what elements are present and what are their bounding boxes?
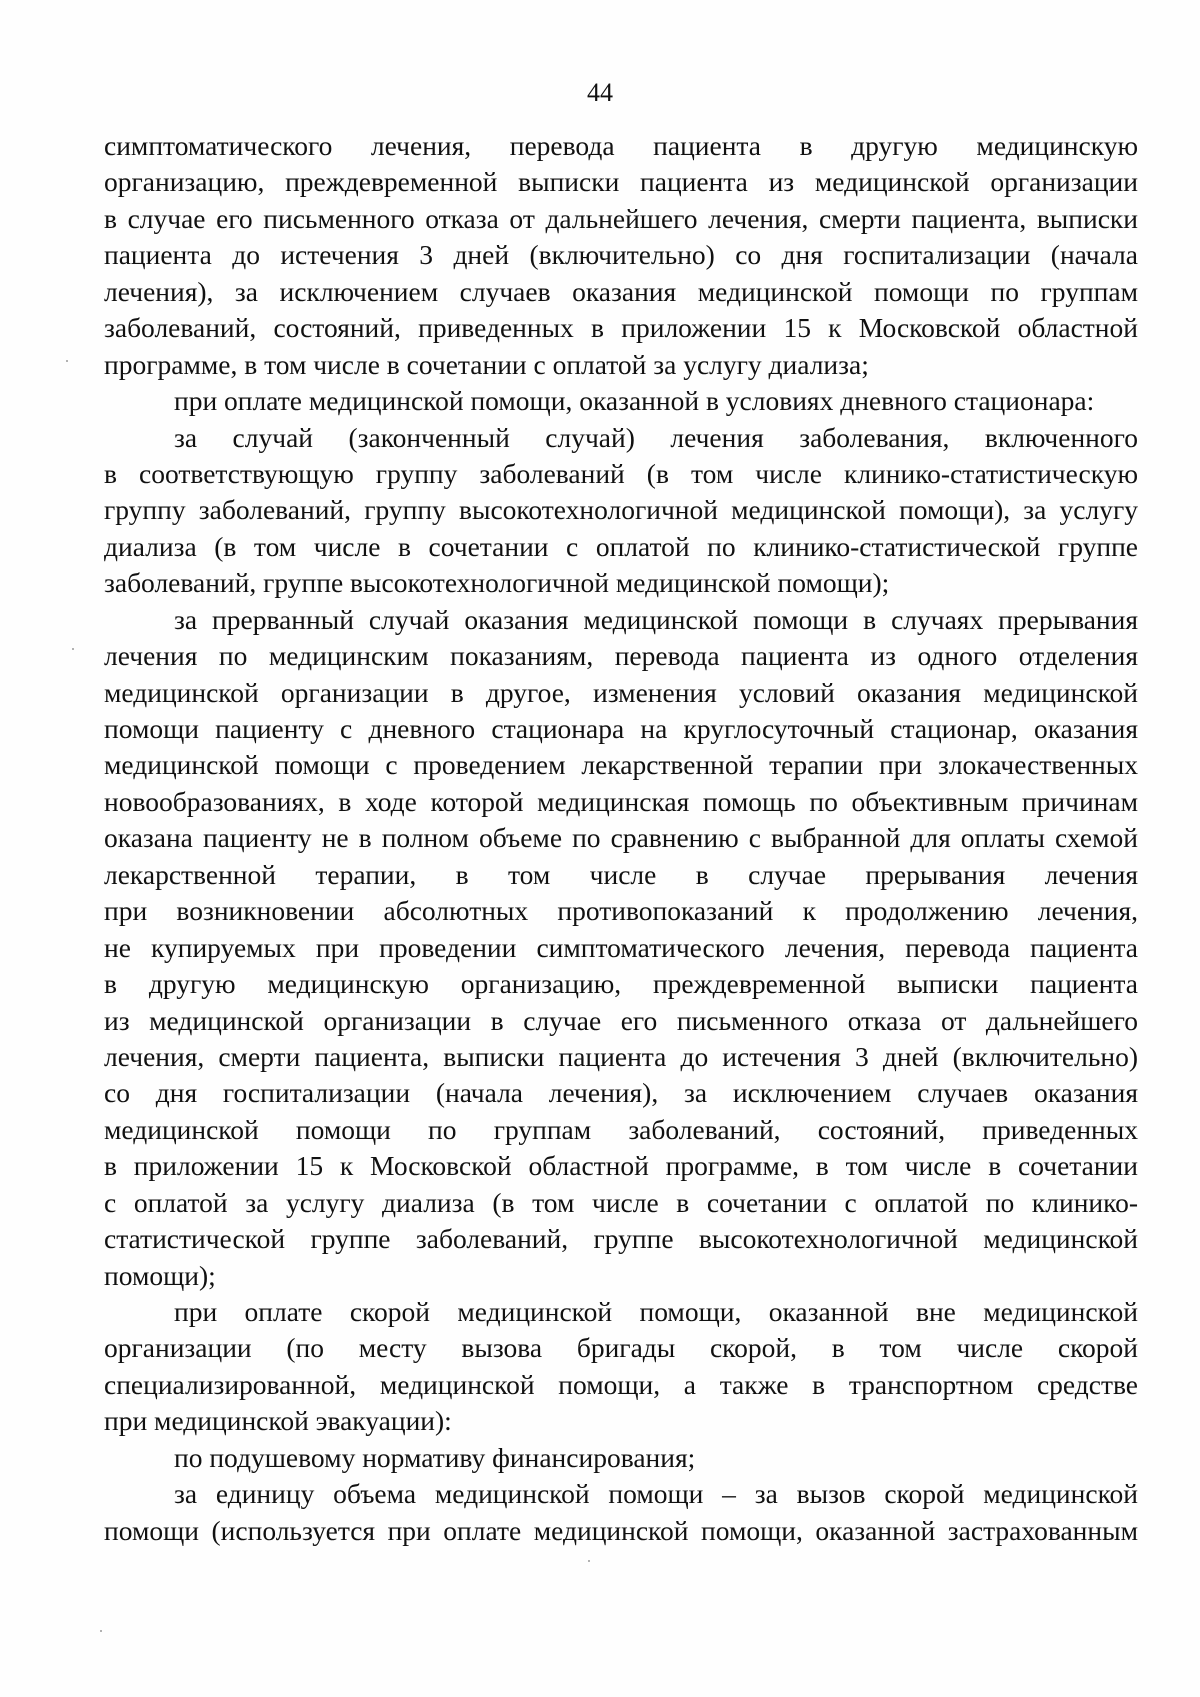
text-line: в приложении 15 к Московской областной программе, в том числе в сочетании [104, 1150, 1138, 1182]
text-line: помощи (используется при оплате медицинской помощи, оказанной застрахованным [104, 1514, 1138, 1546]
text-line: при оплате медицинской помощи, оказанной в условиях дневного стационара: [174, 385, 1095, 417]
text-line: диализа (в том числе в сочетании с оплатой по клинико-статистической группе [104, 530, 1138, 562]
text-line: в случае его письменного отказа от дальнейшего лечения, смерти пациента, выписки [104, 202, 1138, 234]
scan-speck [66, 360, 68, 362]
text-line: специализированной, медицинской помощи, а также в транспортном средстве [104, 1368, 1138, 1400]
text-line: заболеваний, состояний, приведенных в приложении 15 к Московской областной [104, 312, 1138, 344]
scan-speck [72, 648, 74, 650]
paragraph-continuation [104, 128, 1138, 383]
text-line: при медицинской эвакуации): [104, 1405, 452, 1437]
paragraph-per-capita [104, 1440, 1138, 1476]
text-line: при возникновении абсолютных противопоказаний к продолжению лечения, [104, 895, 1138, 927]
text-line: помощи пациенту с дневного стационара на круглосуточный стационар, оказания [104, 713, 1138, 744]
text-line: в соответствующую группу заболеваний (в том числе клинико-статистическую [104, 457, 1138, 489]
text-line: за случай (законченный случай) лечения заболевания, включенного [174, 421, 1138, 453]
text-line: медицинской организации в другое, изменения условий оказания медицинской [104, 676, 1138, 708]
scan-speck [588, 1560, 590, 1562]
text-line: по подушевому нормативу финансирования; [174, 1441, 696, 1473]
text-line: не купируемых при проведении симптоматического лечения, перевода пациента [104, 931, 1138, 963]
text-line: организацию, преждевременной выписки пациента из медицинской организации [104, 166, 1138, 198]
page-number: 44 [587, 78, 613, 107]
text-line: заболеваний, группе высокотехнологичной медицинской помощи); [104, 567, 890, 599]
text-line: пациента до истечения 3 дней (включительно) со дня госпитализации (начала [104, 239, 1138, 271]
text-line: медицинской помощи по группам заболеваний, состояний, приведенных [104, 1113, 1138, 1145]
paragraph-interrupted-case [104, 602, 1138, 1294]
text-line: лекарственной терапии, в том числе в случае прерывания лечения [104, 858, 1138, 890]
text-line: лечения по медицинским показаниям, перевода пациента из одного отделения [104, 640, 1138, 672]
text-line: за прерванный случай оказания медицинской помощи в случаях прерывания [174, 603, 1138, 635]
text-line: из медицинской организации в случае его письменного отказа от дальнейшего [104, 1004, 1138, 1036]
text-line: программе, в том числе в сочетании с оплатой за услугу диализа; [104, 348, 869, 380]
text-line: при оплате скорой медицинской помощи, оказанной вне медицинской [174, 1296, 1138, 1327]
text-line: в другую медицинскую организацию, преждевременной выписки пациента [104, 968, 1138, 1000]
text-line: симптоматического лечения, перевода пациента в другую медицинскую [104, 130, 1138, 161]
text-line: за единицу объема медицинской помощи – за вызов скорой медицинской [174, 1478, 1138, 1510]
text-line: новообразованиях, в ходе которой медицинская помощь по объективным причинам [104, 785, 1138, 817]
text-line: лечения), за исключением случаев оказания медицинской помощи по группам [104, 275, 1138, 307]
text-line: оказана пациенту не в полном объеме по сравнению с выбранной для оплаты схемой [104, 822, 1138, 854]
text-line: медицинской помощи с проведением лекарственной терапии при злокачественных [104, 749, 1138, 781]
scan-speck [100, 1630, 102, 1632]
document-body [104, 128, 1138, 1549]
text-line: со дня госпитализации (начала лечения), за исключением случаев оказания [104, 1077, 1138, 1109]
text-line: лечения, смерти пациента, выписки пациента до истечения 3 дней (включительно) [104, 1040, 1138, 1072]
paragraph-per-call [104, 1476, 1138, 1549]
paragraph-day-hospital-heading [104, 383, 1138, 419]
text-line: статистической группе заболеваний, группе высокотехнологичной медицинской [104, 1223, 1138, 1255]
paragraph-emergency-care [104, 1294, 1138, 1440]
text-line: помощи); [104, 1259, 216, 1291]
text-line: организации (по месту вызова бригады скорой, в том числе скорой [104, 1332, 1138, 1364]
text-line: группу заболеваний, группу высокотехнологичной медицинской помощи), за услугу [104, 494, 1138, 526]
paragraph-completed-case [104, 420, 1138, 602]
text-line: с оплатой за услугу диализа (в том числе в сочетании с оплатой по клинико- [104, 1186, 1138, 1218]
